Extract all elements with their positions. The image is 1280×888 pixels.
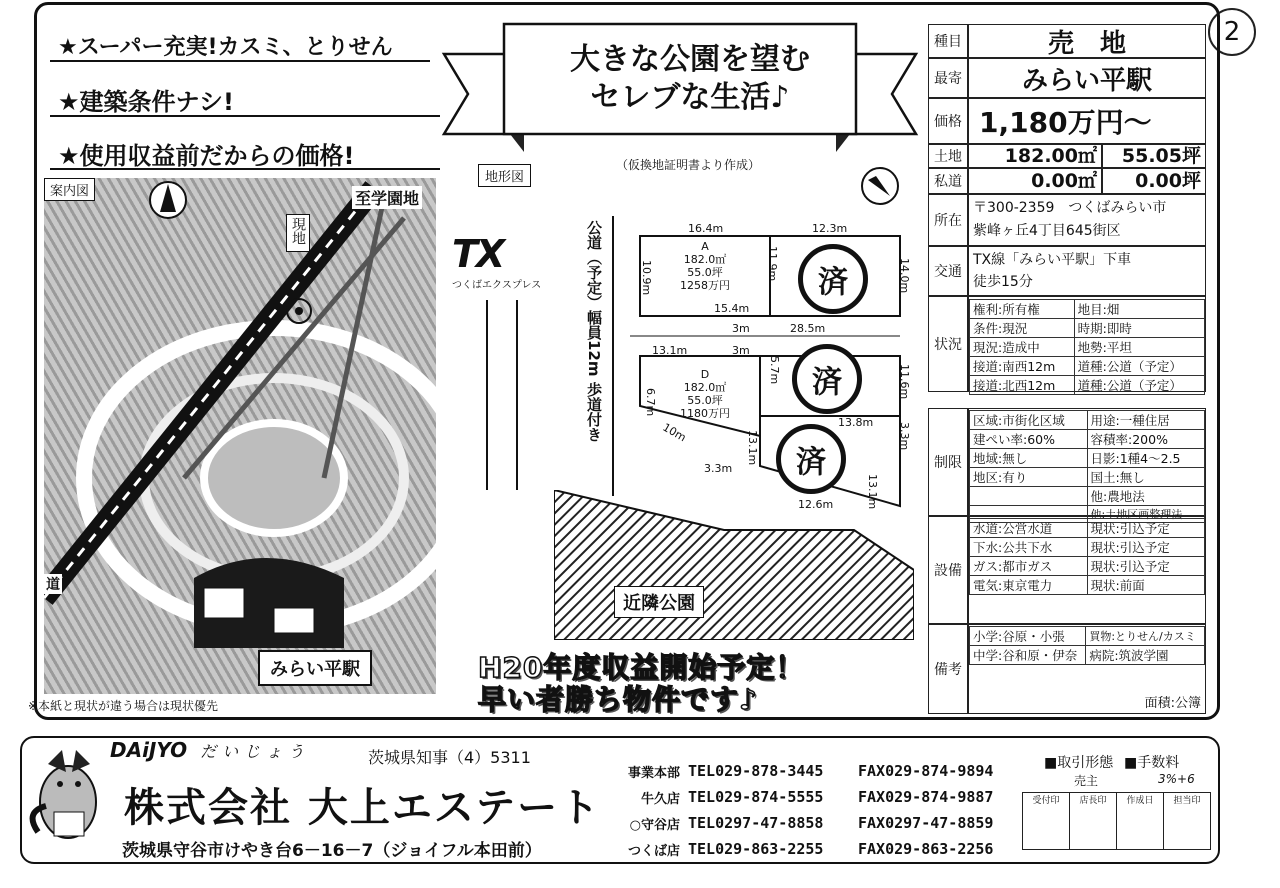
limit-cell xyxy=(970,487,1088,506)
dim-label: 12.6m xyxy=(798,498,834,511)
equip-cell: 水道:公営水道 xyxy=(970,519,1088,538)
stamp-box-label: 店長印 xyxy=(1079,796,1107,806)
guide-map-label: 案内図 xyxy=(44,178,95,201)
compass-icon xyxy=(860,166,900,206)
private-road-label: 私道 xyxy=(934,174,962,190)
mascot-logo xyxy=(28,742,114,854)
dim-label: 13.8m xyxy=(838,416,874,429)
office-row xyxy=(594,836,993,862)
headline-3: ★使用収益前だからの価格! xyxy=(58,142,355,170)
limit-cell: 他:土地区画整理法 xyxy=(1087,506,1205,523)
banner-line-1: 大きな公園を望む xyxy=(570,42,810,77)
status-cell: 地勢:平坦 xyxy=(1074,338,1204,357)
source-note: （仮換地証明書より作成） xyxy=(616,158,761,172)
lot-a-price: 1258万円 xyxy=(680,279,730,292)
office-fax: FAX029-874-9887 xyxy=(858,788,994,806)
sold-mark-b-text: 済 xyxy=(818,265,848,300)
dim-label: 13.1m xyxy=(746,430,759,466)
status-cell: 接道:北西12m xyxy=(970,376,1075,395)
office-name: 牛久店 xyxy=(640,791,680,807)
limit-cell: 国土:無し xyxy=(1087,468,1205,487)
status-cell: 時期:即時 xyxy=(1074,319,1204,338)
traffic-line-2: 徒歩15分 xyxy=(973,274,1033,290)
status-cell: 道種:公道（予定） xyxy=(1074,357,1204,376)
dim-label: 13.1m xyxy=(866,474,879,510)
equip-cell: 現状:前面 xyxy=(1087,576,1205,595)
traffic-line-1: TX線「みらい平駅」下車 xyxy=(973,252,1132,268)
headline-1: ★スーパー充実!カスミ、とりせん xyxy=(58,35,393,60)
limit-cell: 区域:市街化区域 xyxy=(970,411,1088,430)
limit-cell: 地域:無し xyxy=(970,449,1088,468)
dim-label: 10m xyxy=(660,420,689,445)
tx-logo-sub: つくばエクスプレス xyxy=(452,280,542,291)
address-label: 所在 xyxy=(934,213,962,229)
fee-value: 3%+6 xyxy=(1158,772,1195,786)
dim-label: 3.3m xyxy=(704,462,733,475)
office-row xyxy=(594,810,993,836)
limit-cell: 他:農地法 xyxy=(1087,487,1205,506)
promo-line-1: H20年度収益開始予定！ xyxy=(478,651,805,684)
office-row xyxy=(594,758,993,784)
office-tel: TEL0297-47-8858 xyxy=(688,814,824,832)
station-label: みらい平駅 xyxy=(258,650,372,686)
stamp-box xyxy=(1070,792,1117,850)
equip-cell: 電気:東京電力 xyxy=(970,576,1088,595)
office-fax: FAX029-874-9894 xyxy=(858,762,994,780)
equip-cell: 下水:公共下水 xyxy=(970,538,1088,557)
office-tel: TEL029-878-3445 xyxy=(688,762,824,780)
lot-a-area: 182.0㎡ xyxy=(683,253,727,266)
road-line-left xyxy=(486,300,488,490)
note-label: 備考 xyxy=(934,662,962,678)
limit-cell: 容積率:200% xyxy=(1087,430,1205,449)
status-cell: 現況:造成中 xyxy=(970,338,1075,357)
company-address: 茨城県守谷市けやき台6－16－7（ジョイフル本田前） xyxy=(122,841,542,861)
brand-kana: だいじょう xyxy=(200,742,311,761)
license: 茨城県知事（4）5311 xyxy=(368,748,531,767)
limit-cell: 日影:1種4～2.5 xyxy=(1087,449,1205,468)
stamp-boxes xyxy=(1022,792,1211,850)
equip-label: 設備 xyxy=(934,563,962,579)
dim-label: 11.9m xyxy=(766,246,779,282)
dim-label: 6.7m xyxy=(644,388,657,417)
stamp-box xyxy=(1022,792,1070,850)
status-cell: 権利:所有権 xyxy=(970,300,1075,319)
sold-mark-c-text: 済 xyxy=(812,365,842,400)
north-arrow-icon xyxy=(148,180,188,220)
lot-d-tsubo: 55.0坪 xyxy=(687,394,723,407)
company-name: 株式会社 大上エステート xyxy=(124,785,602,831)
price-label: 価格 xyxy=(934,114,962,130)
dim-label: 12.3m xyxy=(812,222,848,235)
stamp-box-label: 担当印 xyxy=(1173,796,1201,806)
address-line: 紫峰ヶ丘4丁目645街区 xyxy=(973,223,1121,239)
dim-label: 11.6m xyxy=(898,364,911,400)
stamp-box xyxy=(1164,792,1211,850)
price-value: 1,180万円～ xyxy=(979,106,1152,139)
lot-d-price: 1180万円 xyxy=(680,407,730,420)
lot-a-tsubo: 55.0坪 xyxy=(687,266,723,279)
land-label: 土地 xyxy=(934,149,962,165)
dim-label: 5.7m xyxy=(768,356,781,385)
office-row xyxy=(594,784,993,810)
limit-table xyxy=(969,410,1205,523)
equip-cell: ガス:都市ガス xyxy=(970,557,1088,576)
lot-d-area: 182.0㎡ xyxy=(683,381,727,394)
tx-logo xyxy=(452,232,542,291)
office-fax: FAX029-863-2256 xyxy=(858,840,994,858)
note-cell: 病院:筑波学園 xyxy=(1086,646,1205,665)
tx-logo-text: TX xyxy=(452,232,504,276)
stamp-box-label: 作成日 xyxy=(1126,796,1154,806)
status-cell: 接道:南西12m xyxy=(970,357,1075,376)
sold-mark-e xyxy=(776,424,846,494)
road-line-mid xyxy=(516,300,518,490)
brand-name: DAiJYO xyxy=(110,738,188,762)
office-tel: TEL029-863-2255 xyxy=(688,840,824,858)
lot-a xyxy=(650,240,760,292)
property-table xyxy=(928,24,1206,714)
dim-label: 3m xyxy=(732,322,750,335)
site-marker-icon xyxy=(284,296,314,326)
guide-map xyxy=(44,178,436,694)
banner-line-2: セレブな生活♪ xyxy=(590,80,790,115)
headline-2: ★建築条件ナシ! xyxy=(58,88,234,116)
lot-d-name: D xyxy=(700,368,710,381)
private-road-tsubo: 0.00坪 xyxy=(1135,170,1201,192)
dim-label: 13.1m xyxy=(652,344,688,357)
dim-label: 3.3m xyxy=(898,422,911,451)
dim-label: 3m xyxy=(732,344,750,357)
road-label: 至学園地 xyxy=(352,186,422,209)
address-zip: 〒300-2359 つくばみらい市 xyxy=(973,200,1167,216)
private-road-sqm: 0.00㎡ xyxy=(1031,170,1097,192)
sold-mark-b xyxy=(798,244,868,314)
limit-cell: 建ぺい率:60% xyxy=(970,430,1088,449)
site-label-text: 現地 xyxy=(290,217,306,245)
kind-label: 種目 xyxy=(934,34,962,50)
promo-line-2: 早い者勝ち物件です♪ xyxy=(478,683,758,716)
station-row-label: 最寄 xyxy=(934,71,962,87)
office-name: ○守谷店 xyxy=(629,817,680,833)
lot-a-name: A xyxy=(701,240,709,253)
stamp-box-label: 受付印 xyxy=(1032,796,1060,806)
equip-cell: 現状:引込予定 xyxy=(1087,538,1205,557)
terrain-label: 地形図 xyxy=(478,164,531,187)
note-cell: 買物:とりせん/カスミ xyxy=(1086,627,1205,646)
note-cell: 中学:谷和原・伊奈 xyxy=(970,646,1086,665)
office-list xyxy=(594,758,993,862)
limit-cell: 用途:一種住居 xyxy=(1087,411,1205,430)
office-fax: FAX0297-47-8859 xyxy=(858,814,994,832)
lot-d xyxy=(650,368,760,420)
status-table xyxy=(969,299,1205,395)
dim-label: 15.4m xyxy=(714,302,750,315)
park-label: 近隣公園 xyxy=(614,586,704,618)
deal-value: 売主 xyxy=(1074,774,1099,788)
area-note: 面積:公簿 xyxy=(1144,696,1201,711)
equip-cell: 現状:引込予定 xyxy=(1087,519,1205,538)
fee-label: ■手数料 xyxy=(1124,755,1180,771)
traffic-label: 交通 xyxy=(934,264,962,280)
deal-label: ■取引形態 xyxy=(1044,755,1114,771)
sold-mark-c xyxy=(792,344,862,414)
dim-label: 28.5m xyxy=(790,322,826,335)
status-label: 状況 xyxy=(934,337,962,353)
office-name: 事業本部 xyxy=(627,765,680,781)
equip-table xyxy=(969,518,1205,595)
office-tel: TEL029-874-5555 xyxy=(688,788,824,806)
kind-value: 売 地 xyxy=(1047,28,1126,59)
equip-cell: 現状:引込予定 xyxy=(1087,557,1205,576)
land-sqm: 182.00㎡ xyxy=(1004,145,1097,167)
status-cell: 条件:現況 xyxy=(970,319,1075,338)
brand-logo xyxy=(110,738,310,762)
stamp-box xyxy=(1117,792,1164,850)
limit-cell: 地区:有り xyxy=(970,468,1088,487)
road-text-value: 公道（予定）幅員12m 歩道付き xyxy=(585,220,603,442)
office-name: つくば店 xyxy=(627,843,680,859)
note-cell: 小学:谷原・小張 xyxy=(970,627,1086,646)
left-road-label: 道 xyxy=(44,574,62,594)
status-cell: 地目:畑 xyxy=(1074,300,1204,319)
sold-mark-e-text: 済 xyxy=(796,445,826,480)
footnote: ※本紙と現状が違う場合は現状優先 xyxy=(28,699,219,713)
dim-label: 14.0m xyxy=(898,258,911,294)
page-number-text: 2 xyxy=(1223,17,1241,47)
station-value: みらい平駅 xyxy=(1021,65,1152,96)
dim-label: 10.9m xyxy=(640,260,653,296)
note-table xyxy=(969,626,1205,665)
road-text xyxy=(584,220,605,442)
site-label xyxy=(286,214,310,252)
dim-label: 16.4m xyxy=(688,222,724,235)
fee xyxy=(1124,752,1195,786)
deal-type xyxy=(1044,752,1113,789)
limit-label: 制限 xyxy=(934,455,962,471)
status-cell: 道種:公道（予定） xyxy=(1074,376,1204,395)
land-tsubo: 55.05坪 xyxy=(1121,145,1201,167)
